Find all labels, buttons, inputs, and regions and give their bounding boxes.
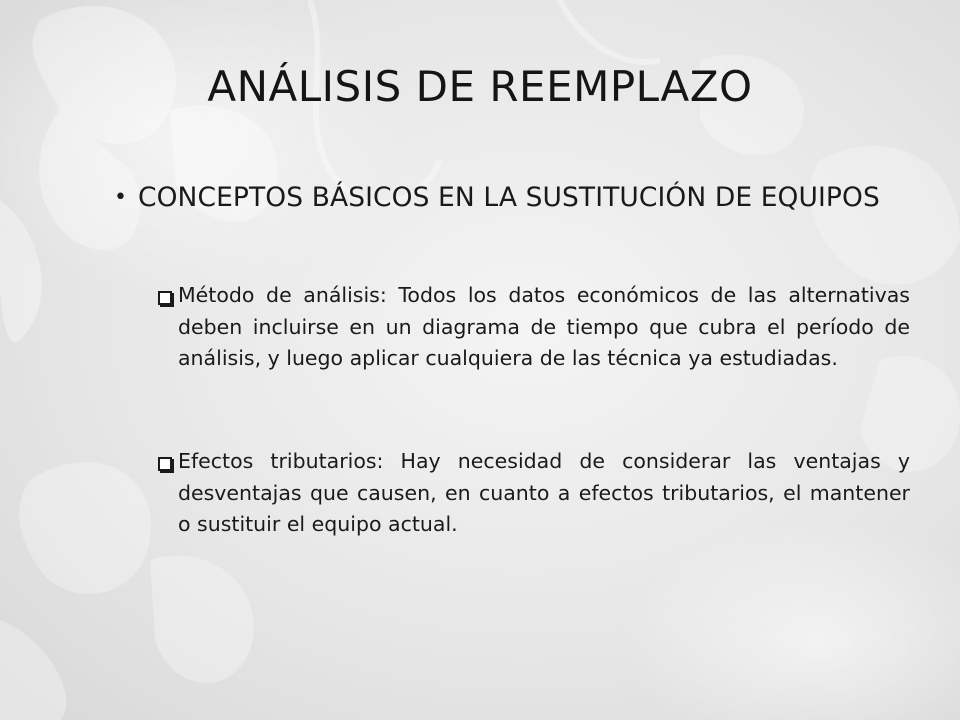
main-bullet	[114, 178, 910, 218]
sub-bullet-text: Efectos tributarios: Hay necesidad de considerar las ventajas y desventajas que causen, en cuanto a efectos tributarios, el mantener o sustituir el equipo actual.	[178, 449, 910, 536]
main-bullet-text: CONCEPTOS BÁSICOS EN LA SUSTITUCIÓN DE EQUIPOS	[138, 182, 880, 213]
checkbox-bullet-icon	[158, 291, 172, 305]
slide-title: ANÁLISIS DE REEMPLAZO	[207, 62, 753, 111]
sub-bullet-tax-effects	[158, 446, 910, 541]
sub-bullet-analysis-method	[158, 280, 910, 375]
bullet-marker: •	[114, 185, 127, 210]
checkbox-bullet-icon	[158, 457, 172, 471]
sub-bullet-text: Método de análisis: Todos los datos económicos de las alternativas deben incluirse en un diagrama de tiempo que cubra el período de análisis, y luego aplicar cualquiera de las técnica ya estudiadas.	[178, 283, 910, 370]
